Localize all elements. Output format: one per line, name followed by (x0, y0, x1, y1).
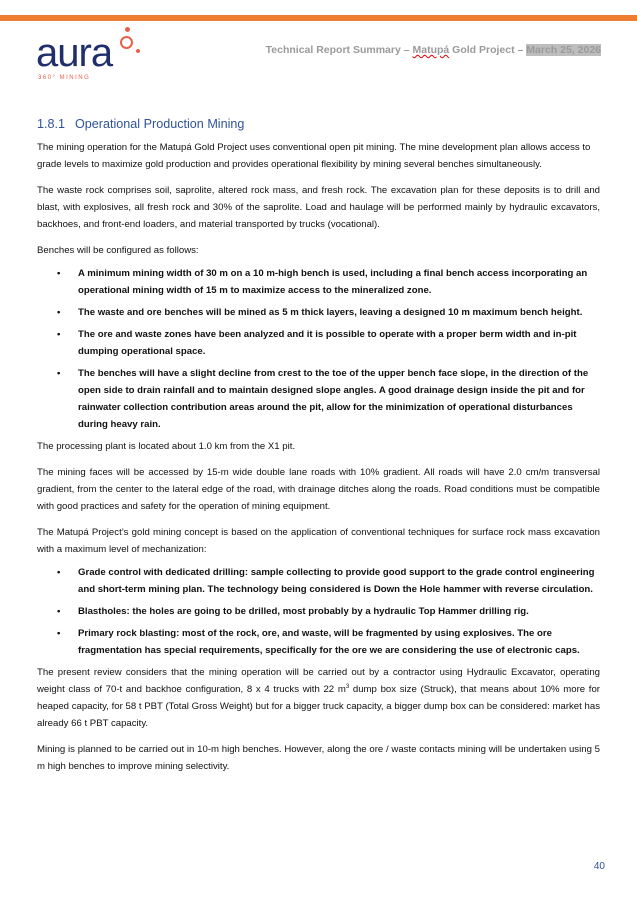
bench-bullet-list (37, 265, 600, 433)
paragraph (37, 664, 600, 732)
bullet-icon: • (57, 567, 61, 578)
list-item (37, 265, 600, 299)
logo-wordmark: aura (36, 31, 113, 75)
list-item-text: The benches will have a slight decline from crest to the toe of the upper bench face slope, in the direction of the open side to drain rainfall and to maintain designed slope angles. A good drainage design inside the pit and for rainwater collection contribution areas around the pit, allow for the minimization of operational disturbances during heavy rain. (78, 368, 589, 430)
paragraph-text: The present review considers that the mining operation will be carried out by a contractor using Hydraulic Excavator, operating weight class of 70-t and backhoe configuration, 8 x 4 trucks with 22 m (37, 667, 600, 695)
superscript: 3 (345, 683, 350, 690)
list-item-text: Blastholes: the holes are going to be drilled, most probably by a hydraulic Top Hammer drilling rig. (78, 606, 529, 617)
list-item (37, 603, 600, 620)
paragraph: Benches will be configured as follows: (37, 245, 199, 256)
mechanization-bullet-list (37, 564, 600, 659)
section-title: Operational Production Mining (75, 117, 245, 131)
list-item (37, 326, 600, 360)
section-heading (37, 116, 600, 132)
paragraph-text: dump box size (Struck), that means about 10% more for heaped capacity, for 58 t PBT (Total Gross Weight) but for a bigger truck capacity, a bigger dump box can be considered: market has already 66 t PBT capacity. (37, 684, 600, 729)
list-item-text: A minimum mining width of 30 m on a 10 m-high bench is used, including a final bench access incorporating an operational mining width of 15 m to maximize access to the mineralized zone. (78, 268, 588, 296)
list-item-text: The ore and waste zones have been analyzed and it is possible to operate with a proper berm width and in-pit dumping operational space. (78, 329, 577, 357)
logo-ring (120, 36, 133, 49)
header-accent-bar (0, 15, 637, 21)
section-number: 1.8.1 (37, 117, 66, 131)
paragraph: The mining operation for the Matupá Gold Project uses conventional open pit mining. The mine development plan allows access to grade levels to maximize gold production and provides operational flexibility by mining several benches simultaneously. (37, 142, 591, 170)
aura-logo (36, 22, 156, 86)
paragraph: The waste rock comprises soil, saprolite, altered rock mass, and fresh rock. The excavation plan for these deposits is to drill and blast, with explosives, all fresh rock and 30% of the saprolite. Load and haulage will be performed mainly by hydraulic excavators, backhoes, and front-end loaders, and material transported by trucks (vocational). (37, 185, 600, 230)
logo-dot (136, 49, 140, 53)
list-item-text: The waste and ore benches will be mined as 5 m thick layers, leaving a designed 10 m maximum bench height. (78, 307, 583, 318)
header-date: March 25, 2026 (526, 44, 601, 56)
list-item-text: Grade control with dedicated drilling: sample collecting to provide good support to the grade control engineering and short-term mining plan. The technology being considered is Down the Hole hammer with reverse circulation. (78, 567, 595, 595)
list-item (37, 365, 600, 433)
header-project: Matupá (412, 44, 450, 56)
list-item (37, 304, 600, 321)
bullet-icon: • (57, 628, 61, 639)
page-body (37, 116, 600, 784)
logo-dot (125, 27, 130, 32)
list-item-text: Primary rock blasting: most of the rock, ore, and waste, will be fragmented by using explosives. The ore fragmentation has special requirements, specifically for the ore we are considering the use of electronic caps. (78, 628, 580, 656)
bullet-icon: • (57, 268, 61, 279)
bullet-icon: • (57, 368, 61, 379)
paragraph: The Matupá Project’s gold mining concept is based on the application of conventional techniques for surface rock mass excavation with a maximum level of mechanization: (37, 527, 600, 555)
bullet-icon: • (57, 329, 61, 340)
running-header (266, 44, 601, 57)
bullet-icon: • (57, 606, 61, 617)
paragraph: The mining faces will be accessed by 15-m wide double lane roads with 10% gradient. All roads will have 2.0 cm/m transversal gradient, from the center to the lateral edge of the road, with drainage ditches along the roads. Road conditions must be compatible with good practices and safety for the operation of mining equipment. (37, 467, 600, 512)
list-item (37, 564, 600, 598)
header-title-prefix: Technical Report Summary – (265, 44, 413, 56)
paragraph: The processing plant is located about 1.0 km from the X1 pit. (37, 441, 296, 452)
page-number: 40 (593, 861, 605, 872)
bullet-icon: • (57, 307, 61, 318)
header-title-mid: Gold Project – (449, 44, 527, 56)
paragraph: Mining is planned to be carried out in 10-m high benches. However, along the ore / waste contacts mining will be undertaken using 5 m high benches to improve mining selectivity. (37, 744, 600, 772)
logo-tagline: 360° MINING (38, 75, 91, 81)
list-item (37, 625, 600, 659)
